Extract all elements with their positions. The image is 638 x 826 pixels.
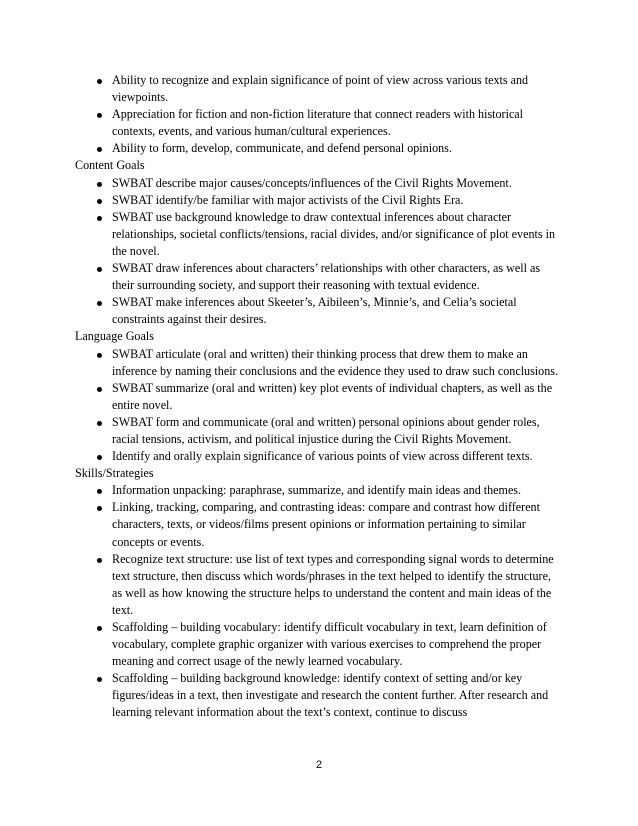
- section-heading: Content Goals: [75, 158, 145, 173]
- bullet-icon: [97, 387, 102, 392]
- section-intro-goals: [75, 72, 563, 157]
- list-item: SWBAT make inferences about Skeeter’s, Aibileen’s, Minnie’s, and Celia’s societal constraints against their desires.: [75, 294, 563, 328]
- list-item: SWBAT describe major causes/concepts/influences of the Civil Rights Movement.: [75, 175, 563, 192]
- list-item: Linking, tracking, comparing, and contrasting ideas: compare and contrast how different characters, texts, or videos/films present opinions or information pertaining to similar concepts or events.: [75, 499, 563, 550]
- list-item: Appreciation for fiction and non-fiction literature that connect readers with historical contexts, events, and various human/cultural experiences.: [75, 106, 563, 140]
- bullet-icon: [97, 353, 102, 358]
- section-content-goals: [75, 157, 563, 328]
- section-skills-strategies: [75, 465, 563, 721]
- list-item: SWBAT summarize (oral and written) key plot events of individual chapters, as well as the entire novel.: [75, 380, 563, 414]
- bullet-icon: [97, 626, 102, 631]
- bullet-icon: [97, 216, 102, 221]
- list-item: SWBAT articulate (oral and written) their thinking process that drew them to make an inference by naming their conclusions and the evidence they used to draw such conclusions.: [75, 346, 563, 380]
- list-item: Ability to recognize and explain significance of point of view across various texts and viewpoints.: [75, 72, 563, 106]
- bullet-icon: [97, 147, 102, 152]
- bullet-icon: [97, 455, 102, 460]
- bullet-list: [75, 72, 563, 157]
- bullet-list: [75, 175, 563, 329]
- bullet-icon: [97, 182, 102, 187]
- list-item: Scaffolding – building vocabulary: identify difficult vocabulary in text, learn definition of vocabulary, complete graphic organizer with various exercises to comprehend the proper meaning and correct usage of the newly learned vocabulary.: [75, 619, 563, 670]
- page-number: 2: [315, 759, 323, 771]
- bullet-list: [75, 482, 563, 721]
- bullet-icon: [97, 506, 102, 511]
- bullet-icon: [97, 199, 102, 204]
- section-heading: Language Goals: [75, 329, 154, 344]
- bullet-icon: [97, 558, 102, 563]
- bullet-icon: [97, 79, 102, 84]
- list-item: SWBAT form and communicate (oral and written) personal opinions about gender roles, racial tensions, activism, and political injustice during the Civil Rights Movement.: [75, 414, 563, 448]
- bullet-icon: [97, 421, 102, 426]
- list-item: Ability to form, develop, communicate, and defend personal opinions.: [75, 140, 563, 157]
- list-item: Identify and orally explain significance of various points of view across different texts.: [75, 448, 563, 465]
- list-item: Scaffolding – building background knowledge: identify context of setting and/or key figures/ideas in a text, then investigate and research the content further. After research and learning relevant information about the text’s context, continue to discuss: [75, 670, 563, 721]
- section-language-goals: [75, 328, 563, 465]
- list-item: SWBAT use background knowledge to draw contextual inferences about character relationships, societal conflicts/tensions, racial divides, and/or significance of plot events in the novel.: [75, 209, 563, 260]
- document-body: [75, 72, 563, 722]
- bullet-list: [75, 346, 563, 466]
- section-heading: Skills/Strategies: [75, 466, 154, 481]
- bullet-icon: [97, 113, 102, 118]
- list-item: Recognize text structure: use list of text types and corresponding signal words to determine text structure, then discuss which words/phrases in the text helped to identify the structure, as well as how knowing the structure helps to understand the content and main ideas of the text.: [75, 551, 563, 619]
- bullet-icon: [97, 267, 102, 272]
- bullet-icon: [97, 489, 102, 494]
- list-item: SWBAT identify/be familiar with major activists of the Civil Rights Era.: [75, 192, 563, 209]
- bullet-icon: [97, 301, 102, 306]
- bullet-icon: [97, 677, 102, 682]
- list-item: SWBAT draw inferences about characters’ relationships with other characters, as well as their surrounding society, and support their reasoning with textual evidence.: [75, 260, 563, 294]
- list-item: Information unpacking: paraphrase, summarize, and identify main ideas and themes.: [75, 482, 563, 499]
